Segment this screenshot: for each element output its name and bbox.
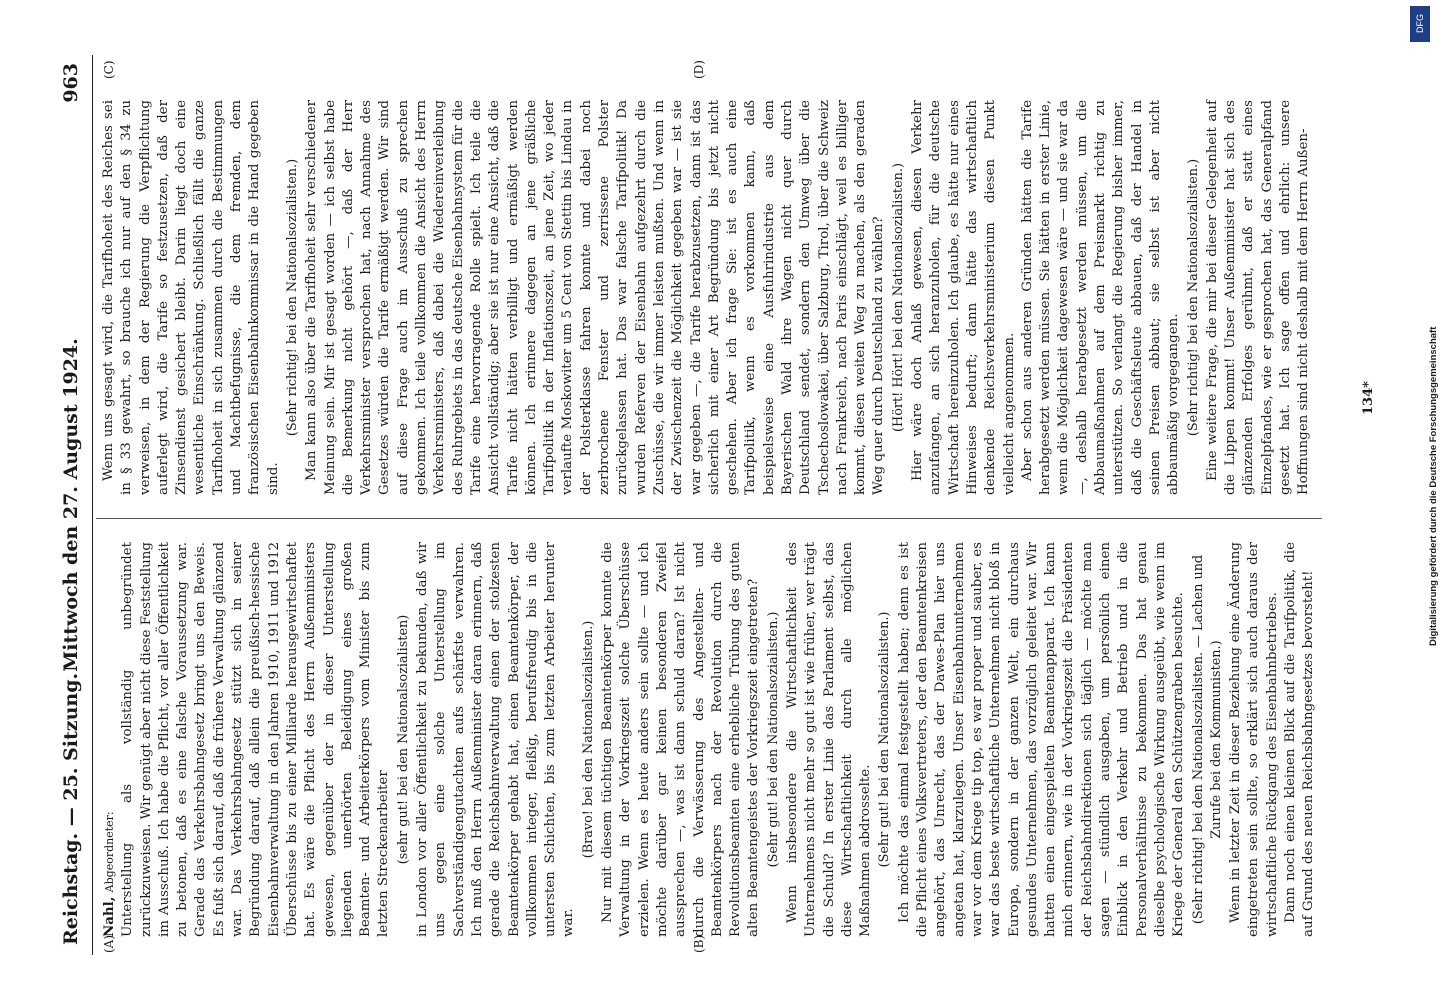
right-column — [100, 100, 1342, 495]
paragraph: Wenn insbesondere die Wirtschaftlichkeit des Unternehmens nicht mehr so gut ist wie früher, wer trägt die Schuld? In erster Linie das Parlament selbst, das diese Wirtschaftlichkeit durch alle möglichen Maßnahmen abdrosselte. — [784, 542, 874, 937]
interjection: (Sehr richtig! bei den Nationalsozialisten.) — [1185, 158, 1201, 437]
paragraph: Eine weitere Frage, die mir bei dieser Gelegenheit auf die Lippen kommt! Unser Außenminister hat sich des glänzenden Erfolges gerühmt, daß er statt eines Einzelpfandes, wie er gesprochen hat, das Generalpfand gesetzt hat. Ich sage offen und ehrlich: unsere Hoffnungen sind nicht deshalb mit dem Herrn Außen- — [1204, 100, 1312, 495]
margin-marker-c: (C) — [102, 60, 116, 79]
header-left: Reichstag. — 25. Sitzung. — [60, 672, 82, 945]
interjection: (Bravo! bei den Nationalsozialisten.) — [580, 620, 596, 859]
paragraph: Hier wäre doch Anlaß gewesen, diesen Verkehr anzufangen, an sich heranzuholen, für die deutsche Wirtschaft hereinzuholen. Ich glaube, es hätte nur eines Hinweises bedurft; dann hätte das wirtschaftlich denkende Reichsverkehrsministerium diesen Punkt vielleicht angenommen. — [910, 100, 1017, 495]
interjection: (Sehr richtig! bei den Nationalsozialisten. — Lachen und Zurufe bei den Kommunisten.) — [1190, 554, 1224, 925]
left-column — [100, 542, 1342, 937]
speaker-role: Abgeordneter: — [103, 811, 116, 893]
page-header — [52, 55, 93, 955]
margin-marker-b: (B) — [692, 934, 706, 953]
column-divider — [96, 518, 1322, 519]
digitization-note — [1410, 6, 1439, 646]
speaker-name: Nahl, — [101, 896, 117, 937]
interjection: (Sehr gut! bei den Nationalsozialisten.) — [877, 611, 893, 868]
interjection: (sehr gut! bei den Nationalsozialisten) — [395, 614, 411, 865]
dfg-logo: DFG — [1410, 6, 1430, 42]
paragraph: Ich möchte das einmal festgestellt haben; denn es ist die Pflicht eines Volksvertreters, der den Beamtenkreisen angehört, das Unrecht, das der Dawes-Plan hier uns angetan hat, klarzulegen. Unser Eisenbahnunternehmen war vor dem Kriege tip top, es war proper und sauber, es war das beste wirtschaftliche Unternehmen nicht bloß in Europa, sondern in der ganzen Welt, ein durchaus gesundes Unternehmen, das vorzüglich geleitet war. Wir hatten einen eingespielten Beamtenapparat. Ich kann mich erinnern, wie in der Vorkriegszeit die Präsidenten der Reichsbahndirektionen sich täglich — möchte man sagen — stündlich ausgaben, um persönlich einen Einblick in den Verkehr und Betrieb und in die Personalverhältnisse zu bekommen. Das hat genau dieselbe psychologische Wirkung ausgeübt, wie wenn im Kriege der General den Schützengraben besuchte. — [896, 542, 1187, 937]
paragraph: Unterstellung als vollständig unbegründet zurückzuweisen. Wir genügt aber nicht diese Feststellung im Ausschuß. Ich habe die Pflicht, vor aller Öffentlichkeit zu betonen, daß es eine falsche Voraussetzung war. Gerade das Verkehrsbahngesetz bringt uns den Beweis. Es fußt sich darauf, daß die frühere Verwaltung glänzend war. Das Verkehrsbahngesetz stützt sich in seiner Begründung darauf, daß allein die preußisch-hessische Eisenbahnverwaltung in den Jahren 1910, 1911 und 1912 Überschüsse bis zu einer Milliarde herausgewirtschaftet hat. Es wäre die Pflicht des Herrn Außenministers gewesen, gegenüber der in dieser Unterstellung liegenden unerhörten Beleidigung eines großen Beamten- und Arbeiterkörpers vom Minister bis zum letzten Streckenarbeiter — [120, 542, 392, 937]
margin-marker-d: (D) — [692, 60, 706, 79]
paragraph: Man kann also über die Tarifhoheit sehr verschiedener Meinung sein. Mir ist gesagt worden — ich selbst habe die Bemerkung nicht gehört —, daß der Herr Verkehrsminister versprochen hat, nach Annahme des Gesetzes würden die Tarife ermäßigt werden. Wir sind auf diese Frage auch im Ausschuß zu sprechen gekommen. Ich teile vollkommen die Ansicht des Herrn Verkehrsministers, daß dabei die Wiedereinverleibung des Ruhrgebiets in das deutsche Eisenbahnsystem für die Tarife eine hervorragende Rolle spielt. Ich teile die Ansicht vollständig; aber sie ist nur eine Ansicht, daß die Tarife nicht hätten verbilligt und ermäßigt werden können. Ich erinnere dagegen an jene gräßliche Tarifpolitik in der Inflationszeit, an jene Zeit, wo jeder verlaufte Moskowiter um 5 Cent von Stettin bis Lindau in der Polsterklasse fahren konnte und dabei noch zerbrochene Fenster und zerrissene Polster zurückgelassen hat. Das war falsche Tarifpolitik! Da wurden Referven der Eisenbahn aufgezehrt durch die Zuschüsse, die wir immer leisten mußten. Und wenn in der Zwischenzeit die Möglichkeit gegeben war — ist sie war gegeben —, die Tarife herabzusetzen, dann ist das sicherlich mit einer Art Begründung bis jetzt nicht geschehen. Aber ich frage Sie: ist es auch eine Tarifpolitik, wenn es vorkommen kann, daß beispielsweise eine Ausfuhrindustrie aus dem Bayerischen Wald ihre Wagen nicht quer durch Deutschland sendet, sondern den Umweg über die Tschechoslowakei, über Salzburg, Tirol, über die Schweiz nach Frankreich, nach Paris einschlägt, weil es billiger kommt, diesen weiten Weg zu machen, als den geraden Weg quer durch Deutschland zu wählen? — [304, 100, 887, 495]
paragraph: Wenn in letzter Zeit in dieser Beziehung eine Änderung eingetreten sein sollte, so erklärt sich auch daraus der wirtschaftliche Rückgang des Eisenbahnbetriebes. — [1228, 542, 1280, 937]
paragraph: Wenn uns gesagt wird, die Tarifhoheit des Reiches sei in § 33 gewahrt, so brauche ich nur auf den § 34 zu verweisen, in dem der Regierung die Verpflichtung auferlegt wird, die Tarife so festzusetzen, daß der Zinsendienst gesichert bleibt. Darin liegt doch eine wesentliche Einschränkung. Schließlich fällt die ganze Tarifhoheit in sich zusammen durch die Bestimmungen und Machtbefugnisse, die dem fremden, dem französischen Eisenbahnkommissar in die Hand gegeben sind. — [101, 100, 281, 495]
paragraph: in London vor aller Öffentlichkeit zu bekunden, daß wir uns gegen eine solche Unterstellung im Sachverständigengutachten aufs schärfste verwahren. Ich muß den Herrn Außenminister daran erinnern, daß gerade die Reichsbahnverwaltung einen der stolzesten Beamtenkörper gehabt hat, einen Beamtenkörper, der vollkommen integer, fleißig, berufsfreudig bis in die untersten Schichten, bis zum letzten Arbeiter herunter war. — [415, 542, 577, 937]
header-date: Mittwoch den 27. August 1924. — [60, 338, 82, 672]
page-number: 963 — [60, 63, 82, 103]
digitization-credit: Digitalisierung gefördert durch die Deutsche Forschungsgemeinschaft — [1428, 326, 1439, 646]
rotated-page — [52, 55, 1382, 955]
paragraph: Nur mit diesem tüchtigen Beamtenkörper konnte die Verwaltung in der Vorkriegszeit solche Überschüsse erzielen. Wenn es heute anders sein sollte — und ich möchte darüber gar keinen besonderen Zweifel aussprechen —, was ist dann schuld daran? Ist nicht durch die Verwässerung des Angestellten- und Beamtenkörpers nach der Revolution durch die Revolutionsbeamten eine erhebliche Trübung des guten alten Beamtengeistes der Vorkriegszeit eingetreten? — [600, 542, 762, 937]
margin-marker-a: (A) — [102, 934, 116, 953]
interjection: (Sehr richtig! bei den Nationalsozialisten.) — [284, 158, 300, 437]
speaker-line — [100, 542, 119, 937]
interjection: (Sehr gut! bei den Nationalsozialisten.) — [765, 611, 781, 868]
paragraph: Dann noch einen kleinen Blick auf die Tarifpolitik, die auf Grund des neuen Reichsbahngesetzes bevorsteht! — [1283, 542, 1317, 937]
interjection: (Hört! Hört! bei den Nationalsozialisten.) — [890, 163, 906, 432]
signature-mark: 134* — [1361, 381, 1376, 415]
paragraph: Aber schon aus anderen Gründen hätten die Tarife herabgesetzt werden müssen. Sie hätten in erster Linie, wenn die Möglichkeit dagewesen wäre — und sie war da —, deshalb herabgesetzt werden müssen, um die Abbaumaßnahmen auf dem Preismarkt richtig zu unterstützen. So verlangt die Regierung bisher immer, daß die Geschäftsleute abbauen, daß der Handel in seinen Preisen abbaut; sie selbst ist aber nicht abbaumäßig vorgegangen. — [1019, 100, 1182, 495]
